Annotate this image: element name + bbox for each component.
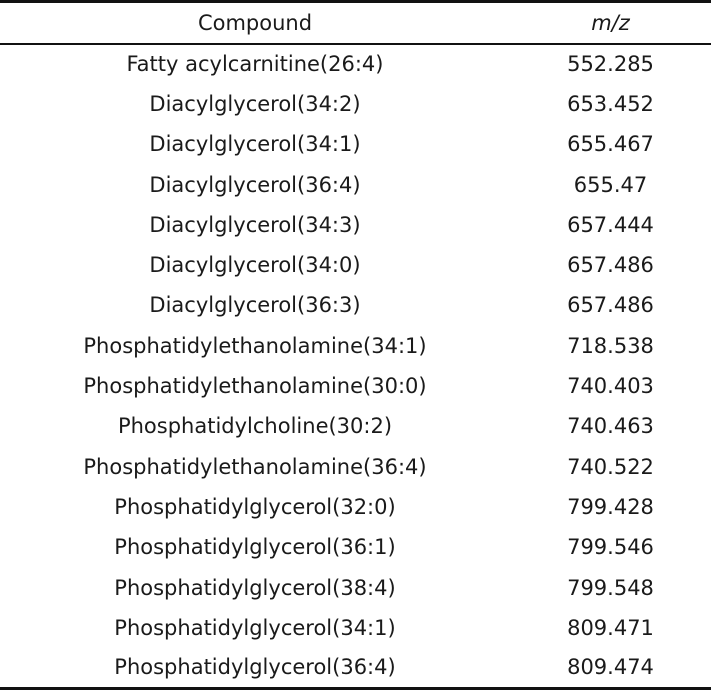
compound-cell: Phosphatidylcholine(30:2) [117,414,393,439]
mz-cell: 657.444 [567,212,654,237]
compound-cell: Phosphatidylethanolamine(34:1) [83,333,427,358]
mz-cell: 655.467 [567,132,654,157]
table-row [0,567,711,607]
table-row [0,406,711,446]
table-row [0,487,711,527]
mz-cell: 799.428 [567,494,654,519]
table-row [0,608,711,648]
table-row [0,527,711,567]
compound-cell: Phosphatidylglycerol(38:4) [114,575,396,600]
mz-cell: 809.471 [567,615,654,640]
table-header [0,2,711,44]
compound-cell: Diacylglycerol(36:4) [149,172,361,197]
compound-cell: Diacylglycerol(36:3) [149,293,361,318]
mz-cell: 655.47 [573,172,648,197]
mz-cell: 718.538 [567,333,654,358]
table-row [0,124,711,164]
compound-cell: Diacylglycerol(34:2) [149,91,361,116]
compound-cell: Fatty acylcarnitine(26:4) [126,52,384,77]
compound-cell: Phosphatidylglycerol(36:4) [0,648,510,688]
mz-cell: 552.285 [567,52,654,77]
compound-cell: Phosphatidylethanolamine(36:4) [83,454,427,479]
compound-cell: Phosphatidylglycerol(36:1) [114,535,396,560]
mz-cell: 740.522 [567,454,654,479]
compound-cell: Phosphatidylglycerol(32:0) [114,494,396,519]
mz-cell: 799.546 [567,535,654,560]
header-compound: Compound [0,2,510,44]
compound-cell: Diacylglycerol(34:3) [149,212,361,237]
mz-cell: 657.486 [567,253,654,278]
mz-cell: 799.548 [567,575,654,600]
mz-cell: 740.463 [567,414,654,439]
table-row [0,648,711,688]
compound-cell: Diacylglycerol(34:1) [149,132,361,157]
mz-cell: 809.474 [510,648,711,688]
mz-cell: 657.486 [567,293,654,318]
table-row [0,164,711,204]
table-row [0,84,711,124]
table-body [0,44,711,689]
table-row [0,446,711,486]
table-row [0,285,711,325]
table-row [0,366,711,406]
header-row [0,2,711,44]
compound-cell: Diacylglycerol(34:0) [149,253,361,278]
table-row [0,245,711,285]
mz-cell: 740.403 [567,374,654,399]
compound-cell: Phosphatidylethanolamine(30:0) [83,374,427,399]
mz-cell: 653.452 [567,91,654,116]
table-row [0,44,711,84]
table-row [0,205,711,245]
compound-cell: Phosphatidylglycerol(34:1) [114,615,396,640]
header-mz: m/z [510,2,711,44]
table-row [0,326,711,366]
